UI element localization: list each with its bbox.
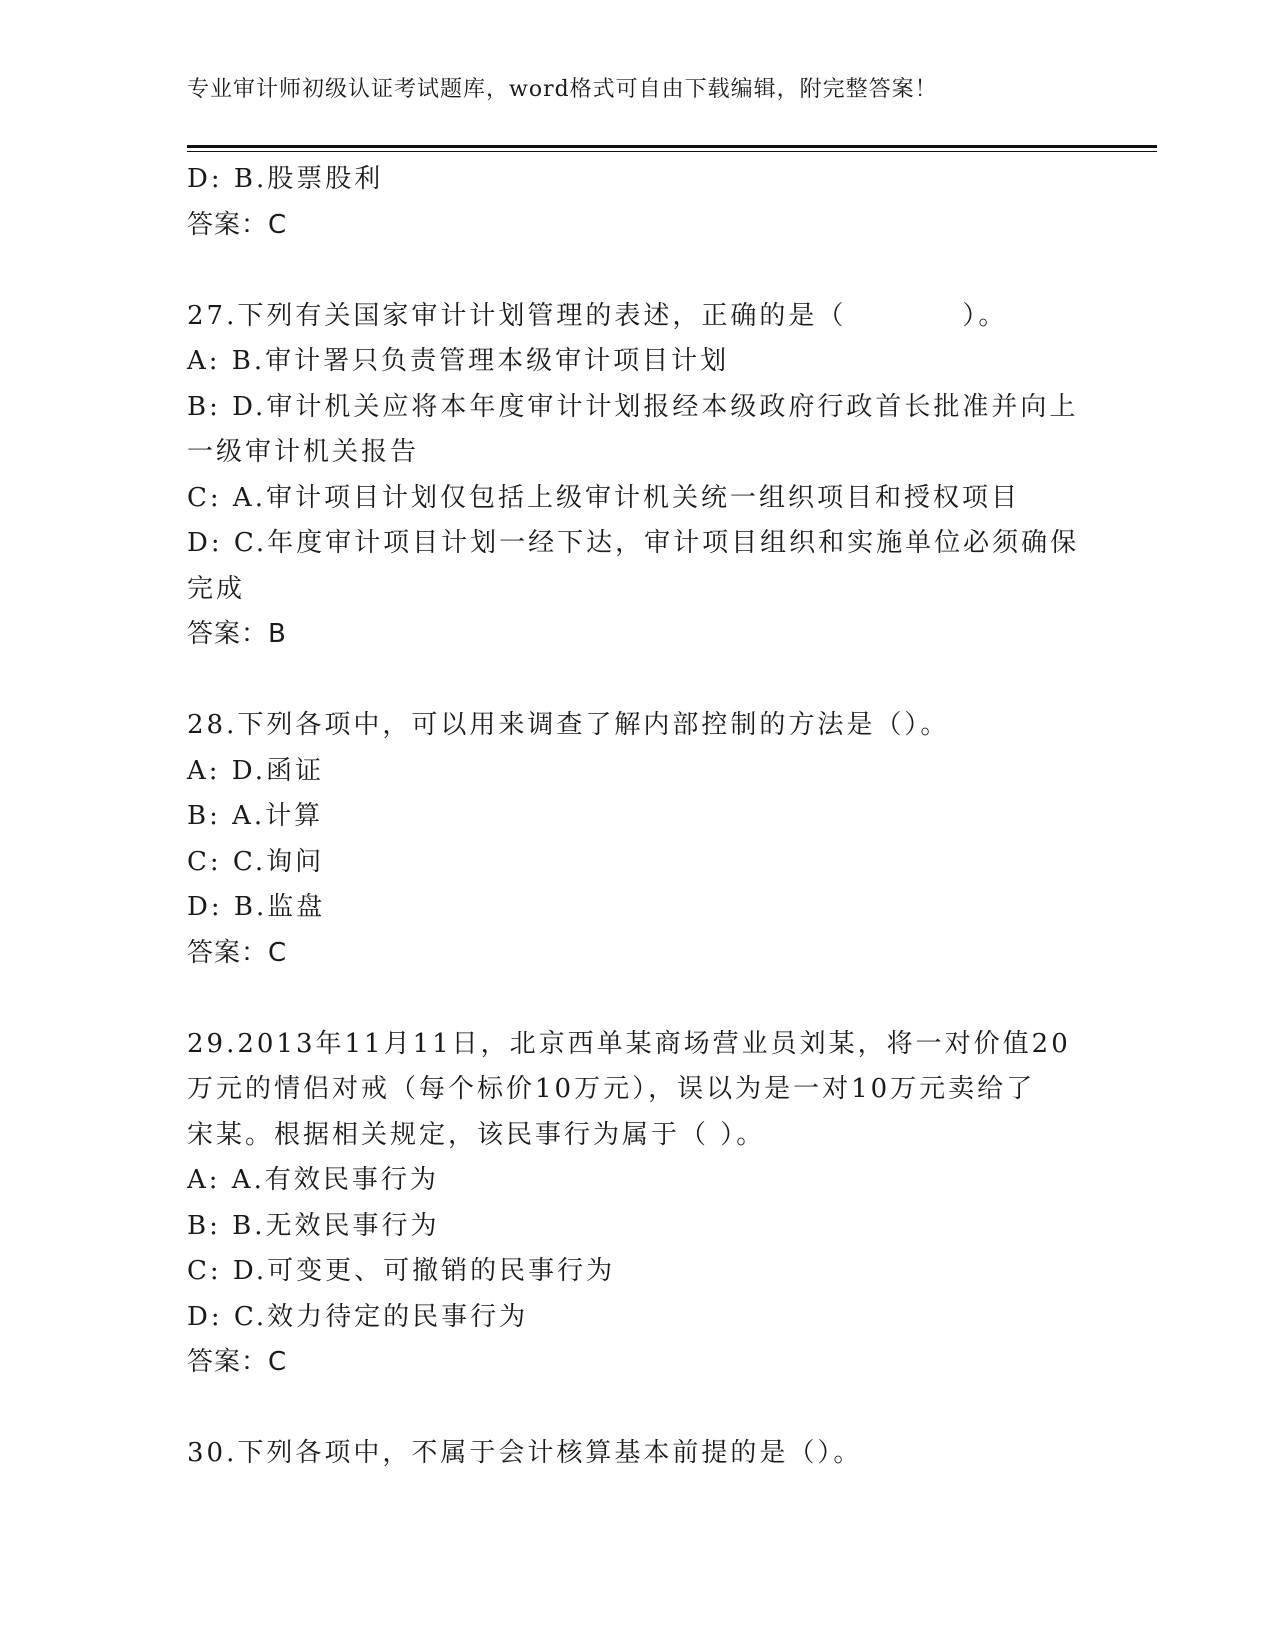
question-text: 万元的情侣对戒（每个标价10万元），误以为是一对10万元卖给了 — [187, 1074, 1036, 1104]
option-line: 完成 — [187, 573, 246, 604]
option-line: C: C.询问 — [187, 846, 325, 877]
page-header: 专业审计师初级认证考试题库，word格式可自由下载编辑，附完整答案！ — [187, 77, 938, 102]
answer-line: 答案：C — [187, 937, 288, 968]
answer-line: 答案：C — [187, 209, 288, 240]
option-line: A: B.审计署只负责管理本级审计项目计划 — [187, 346, 730, 376]
option-line: A: D.函证 — [187, 755, 324, 786]
option-line: D: C.年度审计项目计划一经下达，审计项目组织和实施单位必须确保 — [187, 528, 1080, 558]
option-line: C: D.可变更、可撤销的民事行为 — [187, 1256, 616, 1286]
header-divider-thin — [187, 151, 1157, 152]
option-line: C: A.审计项目计划仅包括上级审计机关统一组织项目和授权项目 — [187, 482, 1020, 513]
option-line: B: D.审计机关应将本年度审计计划报经本级政府行政首长批准并向上 — [187, 391, 1079, 422]
option-line: D: C.效力待定的民事行为 — [187, 1301, 529, 1332]
question-text: 宋某。根据相关规定，该民事行为属于（ ）。 — [187, 1119, 766, 1150]
question-block — [187, 703, 1087, 976]
question-block — [187, 294, 1087, 658]
question-text: 28.下列各项中，可以用来调查了解内部控制的方法是（）。 — [187, 710, 950, 740]
block-spacer — [187, 1386, 1087, 1432]
block-spacer — [187, 976, 1087, 1022]
question-text: 30.下列各项中，不属于会计核算基本前提的是（）。 — [187, 1438, 863, 1468]
option-line: D: B.监盘 — [187, 892, 326, 922]
option-line: A: A.有效民事行为 — [187, 1165, 439, 1195]
question-block — [187, 157, 1087, 248]
question-text: 29.2013年11月11日，北京西单某商场营业员刘某，将一对价值20 — [187, 1028, 1071, 1059]
question-text: 27.下列有关国家审计计划管理的表述，正确的是（ ）。 — [187, 300, 1008, 331]
option-line: 一级审计机关报告 — [187, 437, 420, 467]
answer-line: 答案：C — [187, 1347, 288, 1377]
question-list — [187, 157, 1087, 1477]
question-block — [187, 1022, 1087, 1386]
block-spacer — [187, 248, 1087, 294]
block-spacer — [187, 658, 1087, 704]
option-line: D: B.股票股利 — [187, 164, 384, 194]
option-line: B: A.计算 — [187, 801, 324, 831]
answer-line: 答案：B — [187, 619, 287, 649]
question-block — [187, 1431, 1087, 1477]
option-line: B: B.无效民事行为 — [187, 1210, 440, 1241]
header-divider — [187, 145, 1157, 148]
